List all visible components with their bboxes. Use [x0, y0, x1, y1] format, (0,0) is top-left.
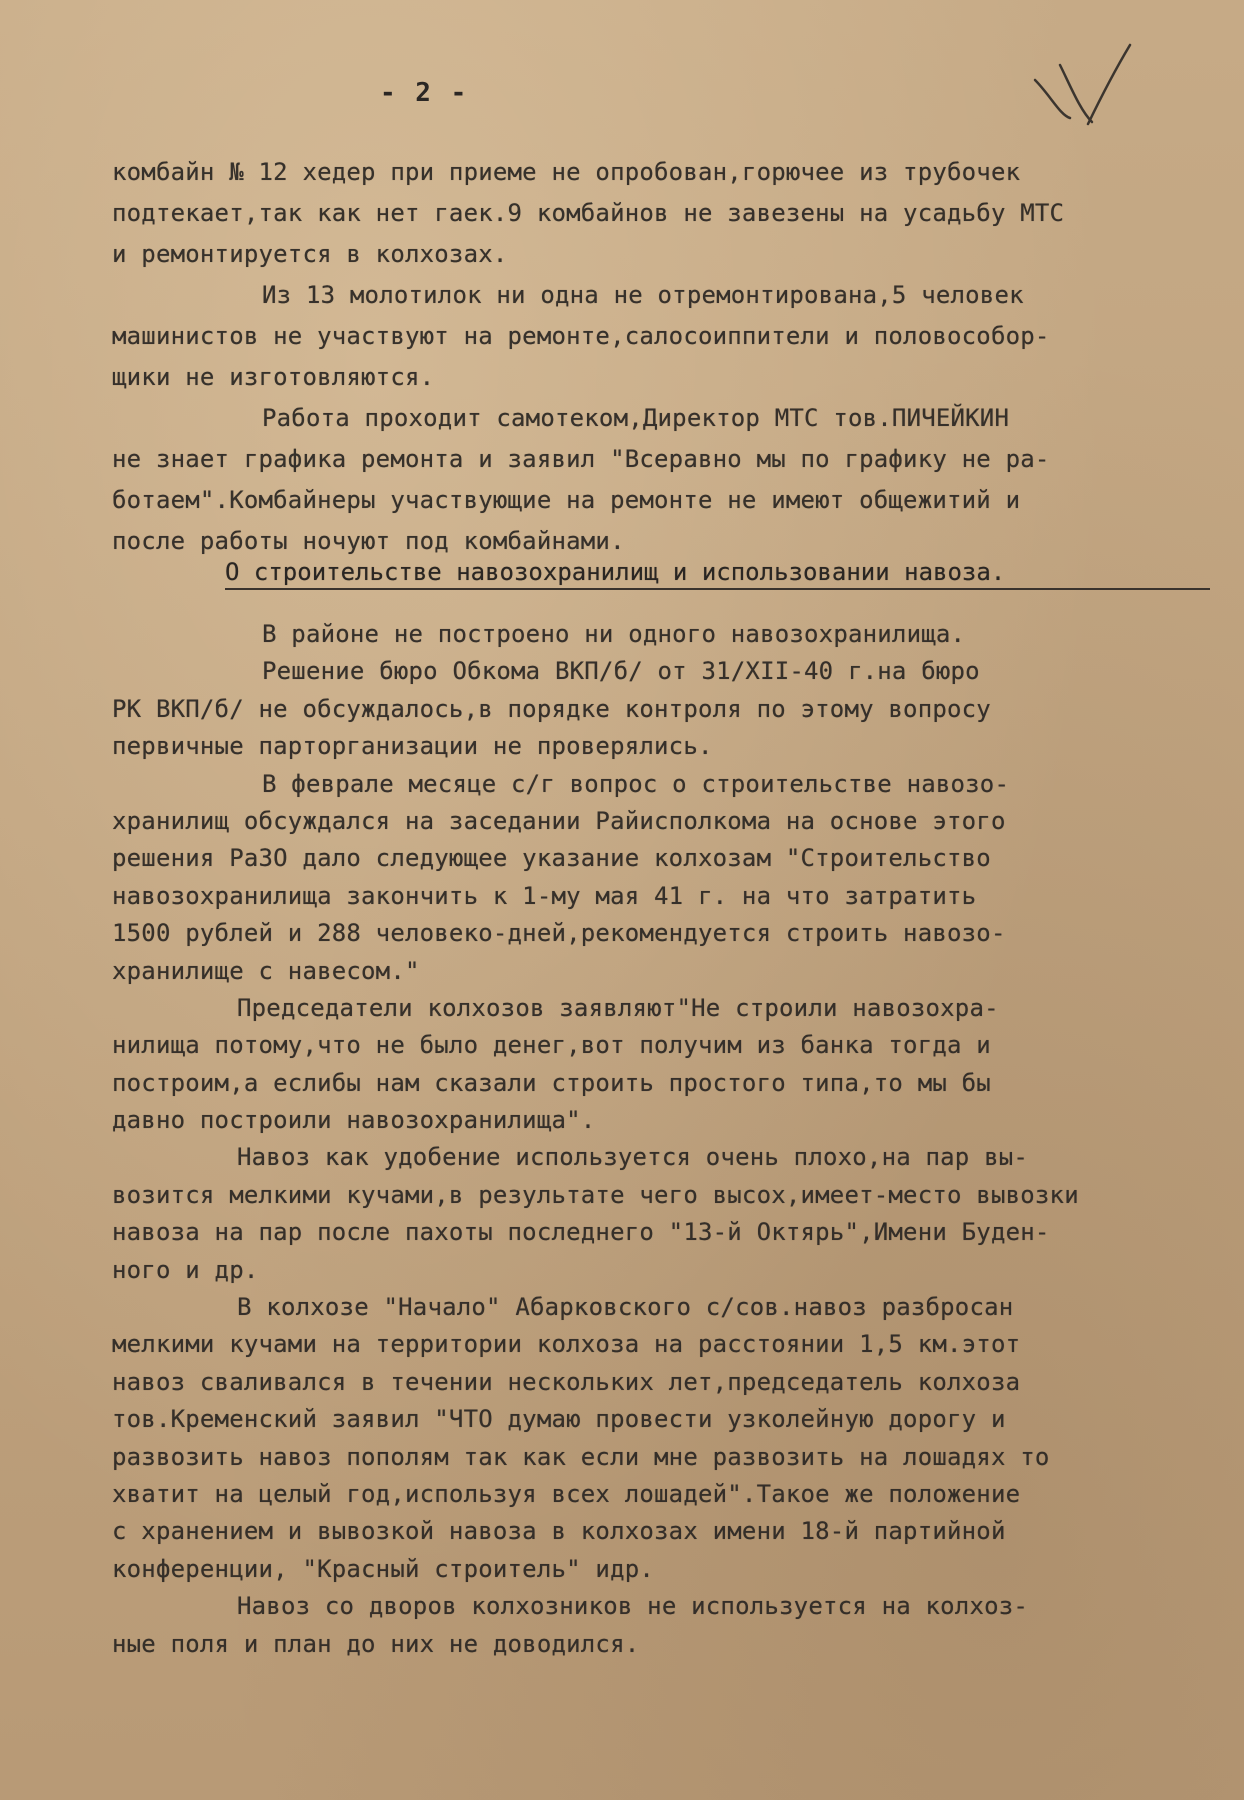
- bottom-paragraphs: [112, 616, 1192, 1663]
- text-line: В колхозе "Начало" Абарковского с/сов.навоз разбросан: [237, 1293, 1014, 1322]
- text-line: развозить навоз пополям так как если мне развозить на лошадях то: [112, 1442, 1050, 1471]
- heading-underline: [225, 588, 1210, 590]
- text-line: решения РаЗО дало следующее указание колхозам "Строительство: [112, 844, 991, 873]
- text-line: подтекает,так как нет гаек.9 комбайнов не завезены на усадьбу МТС: [112, 199, 1065, 227]
- text-line: хранилище с навесом.": [112, 956, 420, 985]
- text-line: ные поля и план до них не доводился.: [112, 1629, 640, 1658]
- text-line: Из 13 молотилок ни одна не отремонтирована,5 человек: [262, 281, 1024, 309]
- text-line: В районе не построено ни одного навозохранилища.: [262, 620, 966, 648]
- text-line: ного и др.: [112, 1255, 259, 1284]
- text-line: мелкими кучами на территории колхоза на расстоянии 1,5 км.этот: [112, 1330, 1021, 1359]
- text-line: В феврале месяце с/г вопрос о строительстве навозо-: [262, 769, 1010, 798]
- top-paragraphs: [112, 152, 1187, 562]
- text-line: возится мелкими кучами,в результате чего высох,имеет-место вывозки: [112, 1180, 1079, 1209]
- text-line: конференции, "Красный строитель" идр.: [112, 1554, 655, 1583]
- text-line: нилища потому,что не было денег,вот получим из банка тогда и: [112, 1031, 991, 1060]
- text-line: хватит на целый год,используя всех лошадей".Такое же положение: [112, 1479, 1021, 1508]
- text-line: машинистов не участвуют на ремонте,салосоиппители и половособор-: [112, 322, 1050, 350]
- text-line: Навоз со дворов колхозников не используется на колхоз-: [237, 1592, 1029, 1621]
- text-line: Навоз как удобение используется очень плохо,на пар вы-: [237, 1143, 1029, 1172]
- text-line: комбайн № 12 хедер при приеме не опробован,горючее из трубочек: [112, 158, 1021, 186]
- text-line: не знает графика ремонта и заявил "Всеравно мы по графику не ра-: [112, 445, 1050, 473]
- text-line: первичные парторганизации не проверялись.: [112, 732, 713, 761]
- text-line: давно построили навозохранилища".: [112, 1106, 596, 1135]
- text-line: Председатели колхозов заявляют"Не строили навозохра-: [237, 993, 999, 1022]
- handwritten-mark: [1030, 40, 1140, 134]
- text-line: РК ВКП/б/ не обсуждалось,в порядке контроля по этому вопросу: [112, 694, 991, 723]
- text-line: Решение бюро Обкома ВКП/б/ от 31/XII-40 г.на бюро: [262, 657, 980, 686]
- text-line: хранилищ обсуждался на заседании Райисполкома на основе этого: [112, 806, 1006, 835]
- handwritten-mark-drawing: [1030, 40, 1140, 130]
- text-line: и ремонтируется в колхозах.: [112, 240, 508, 268]
- text-line: щики не изготовляются.: [112, 363, 435, 391]
- page-number: - 2 -: [380, 78, 469, 108]
- text-line: навозохранилища закончить к 1-му мая 41 г. на что затратить: [112, 881, 977, 910]
- text-line: после работы ночуют под комбайнами.: [112, 527, 625, 555]
- section-heading: О строительстве навозохранилищ и использовании навоза.: [225, 558, 1006, 586]
- text-line: 1500 рублей и 288 человеко-дней,рекомендуется строить навозо-: [112, 919, 1006, 948]
- text-line: навоз сваливался в течении нескольких лет,председатель колхоза: [112, 1367, 1021, 1396]
- text-line: навоза на пар после пахоты последнего "13-й Октярь",Имени Буден-: [112, 1218, 1050, 1247]
- text-line: с хранением и вывозкой навоза в колхозах имени 18-й партийной: [112, 1517, 1006, 1546]
- text-line: построим,а еслибы нам сказали строить простого типа,то мы бы: [112, 1068, 991, 1097]
- text-line: ботаем".Комбайнеры участвующие на ремонте не имеют общежитий и: [112, 486, 1021, 514]
- text-line: тов.Кременский заявил "ЧТО думаю провести узколейную дорогу и: [112, 1405, 1006, 1434]
- text-line: Работа проходит самотеком,Директор МТС тов.ПИЧЕЙКИН: [262, 404, 1010, 432]
